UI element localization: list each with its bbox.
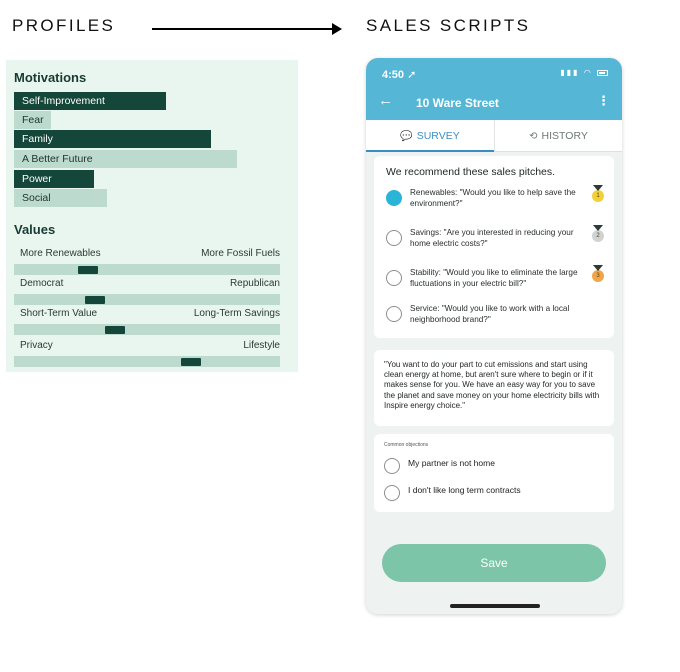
bottom-action-area [366, 518, 622, 614]
page-title: 10 Ware Street [416, 96, 499, 110]
radio-button[interactable] [384, 485, 400, 501]
chat-icon: 💬 [400, 131, 413, 142]
pitch-option[interactable]: Savings: "Are you interested in reducing your home electric costs?" 2 [386, 228, 608, 258]
status-time: 4:50 ➚ [382, 69, 417, 81]
more-menu-icon[interactable]: ⋮ [597, 93, 610, 108]
pitch-option[interactable]: Stability: "Would you like to eliminate the large fluctuations in your electric bill?" 3 [386, 268, 608, 298]
value-track [14, 356, 280, 367]
location-arrow-icon: ➚ [407, 69, 417, 81]
radio-button[interactable] [386, 270, 402, 286]
radio-button[interactable] [384, 458, 400, 474]
radio-button[interactable] [386, 190, 402, 206]
radio-button[interactable] [386, 306, 402, 322]
value-track [14, 294, 280, 305]
value-scale [14, 340, 280, 370]
objections-card [374, 434, 614, 512]
value-scale [14, 278, 280, 308]
motivation-bar: Fear [14, 111, 51, 129]
profiles-panel [6, 60, 298, 372]
value-left-label: Privacy [20, 340, 53, 351]
recommendations-card [374, 156, 614, 338]
value-marker [85, 296, 105, 304]
value-left-label: Democrat [20, 278, 64, 289]
values-title: Values [14, 222, 56, 237]
profiles-heading: PROFILES [12, 16, 116, 35]
pitch-option[interactable]: Service: "Would you like to work with a local neighborhood brand?" [386, 304, 608, 334]
right-arrow-icon [152, 28, 340, 30]
status-icons [560, 68, 608, 77]
gold-medal-icon: 1 [592, 190, 604, 202]
pitch-script-card [374, 350, 614, 426]
bronze-medal-icon: 3 [592, 270, 604, 282]
history-icon: ⟲ [529, 131, 538, 142]
motivation-bar: Social [14, 189, 107, 207]
tab-bar [366, 120, 622, 152]
radio-button[interactable] [386, 230, 402, 246]
value-marker [105, 326, 125, 334]
motivation-bar: Family [14, 130, 211, 148]
battery-icon [597, 70, 608, 76]
signal-icon: ▮▮▮ [560, 68, 580, 77]
value-right-label: Lifestyle [243, 340, 280, 351]
sales-scripts-heading: SALES SCRIPTS [366, 16, 531, 35]
motivation-bar: Power [14, 170, 94, 188]
recommend-title: We recommend these sales pitches. [386, 166, 556, 178]
back-arrow-icon[interactable]: ← [378, 92, 393, 109]
value-left-label: More Renewables [20, 248, 101, 259]
pitch-option[interactable]: Renewables: "Would you like to help save the environment?" 1 [386, 188, 608, 218]
save-button[interactable]: Save [382, 544, 606, 582]
motivations-title: Motivations [14, 70, 87, 85]
silver-medal-icon: 2 [592, 230, 604, 242]
objections-label: Common objections [384, 442, 429, 448]
value-right-label: More Fossil Fuels [201, 248, 280, 259]
value-track [14, 264, 280, 275]
phone-screen [366, 58, 622, 614]
pitch-script-text: "You want to do your part to cut emissions and start using clean energy at home, but aren't sure where to begin or if it makes sense for you. We have an easy way for you to save the planet and save money on your home electricity bills with Inspire energy choice." [384, 360, 600, 410]
value-scale [14, 308, 280, 338]
motivation-bar: Self-Improvement [14, 92, 166, 110]
value-scale [14, 248, 280, 278]
value-track [14, 324, 280, 335]
objection-option[interactable]: I don't like long term contracts [384, 483, 604, 503]
value-right-label: Long-Term Savings [193, 308, 280, 319]
app-header [366, 58, 622, 120]
value-right-label: Republican [229, 278, 280, 289]
wifi-icon: ◠ [583, 68, 593, 77]
objection-option[interactable]: My partner is not home [384, 456, 604, 476]
tab-history[interactable]: ⟲ HISTORY [494, 120, 622, 152]
value-left-label: Short-Term Value [20, 308, 98, 319]
value-marker [181, 358, 201, 366]
home-indicator [450, 604, 540, 608]
value-marker [78, 266, 98, 274]
tab-survey[interactable]: 💬 SURVEY [366, 120, 494, 152]
motivation-bar: A Better Future [14, 150, 237, 168]
